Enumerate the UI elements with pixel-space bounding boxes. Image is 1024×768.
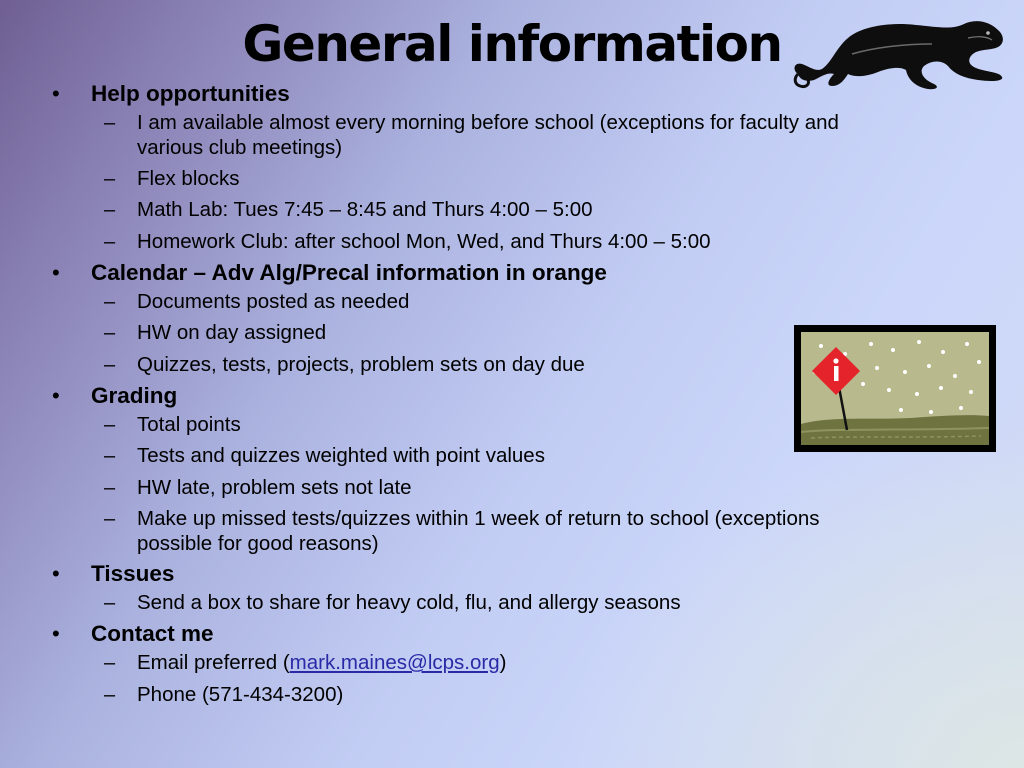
section-heading: Help opportunities bbox=[91, 81, 290, 106]
dash-icon: – bbox=[104, 199, 116, 221]
email-prefix: Email preferred ( bbox=[137, 651, 290, 674]
email-item bbox=[137, 650, 897, 675]
dash-icon: – bbox=[104, 322, 116, 344]
section-heading: Tissues bbox=[91, 561, 175, 586]
dash-icon: – bbox=[104, 290, 116, 313]
content-list bbox=[50, 78, 920, 710]
dash-icon: – bbox=[104, 683, 116, 706]
list-item: Homework Club: after school Mon, Wed, and Thurs 4:00 – 5:00 bbox=[137, 229, 711, 253]
section-tissues bbox=[50, 558, 920, 616]
section-heading: Contact me bbox=[91, 621, 214, 646]
bullet-icon: • bbox=[52, 561, 60, 586]
list-item: HW on day assigned bbox=[137, 321, 327, 344]
list-item: I am available almost every morning before school (exceptions for faculty and various club meetings) bbox=[137, 111, 839, 159]
dash-icon: – bbox=[104, 476, 116, 499]
bullet-icon: • bbox=[52, 81, 60, 106]
slide-title: General information bbox=[242, 15, 782, 73]
list-item: Tests and quizzes weighted with point values bbox=[137, 444, 545, 467]
section-grading bbox=[50, 380, 920, 557]
email-suffix: ) bbox=[499, 651, 507, 674]
section-calendar bbox=[50, 257, 920, 378]
section-help bbox=[50, 78, 920, 255]
list-item: Documents posted as needed bbox=[137, 289, 410, 313]
phone-item: Phone (571-434-3200) bbox=[137, 682, 344, 706]
list-item: Total points bbox=[137, 412, 241, 436]
dash-icon: – bbox=[104, 167, 116, 190]
section-heading: Calendar – Adv Alg/Precal information in orange bbox=[91, 259, 607, 285]
list-item: Quizzes, tests, projects, problem sets on day due bbox=[137, 352, 585, 376]
dash-icon: – bbox=[104, 592, 116, 614]
section-heading: Grading bbox=[91, 382, 178, 408]
dash-icon: – bbox=[104, 652, 116, 674]
bullet-icon: • bbox=[52, 621, 60, 646]
list-item: Make up missed tests/quizzes within 1 week of return to school (exceptions possible for good reasons) bbox=[137, 507, 820, 555]
dash-icon: – bbox=[104, 112, 116, 134]
list-item: HW late, problem sets not late bbox=[137, 475, 412, 499]
list-item: Math Lab: Tues 7:45 – 8:45 and Thurs 4:00 – 5:00 bbox=[137, 198, 593, 221]
list-item: Send a box to share for heavy cold, flu, and allergy seasons bbox=[137, 591, 681, 614]
dash-icon: – bbox=[104, 508, 116, 530]
bullet-icon: • bbox=[52, 259, 60, 285]
dash-icon: – bbox=[104, 413, 116, 436]
section-contact bbox=[50, 618, 920, 708]
dash-icon: – bbox=[104, 445, 116, 467]
email-link[interactable]: mark.maines@lcps.org bbox=[289, 651, 500, 674]
dash-icon: – bbox=[104, 353, 116, 376]
bullet-icon: • bbox=[52, 382, 60, 408]
list-item: Flex blocks bbox=[137, 166, 240, 190]
dash-icon: – bbox=[104, 230, 116, 253]
